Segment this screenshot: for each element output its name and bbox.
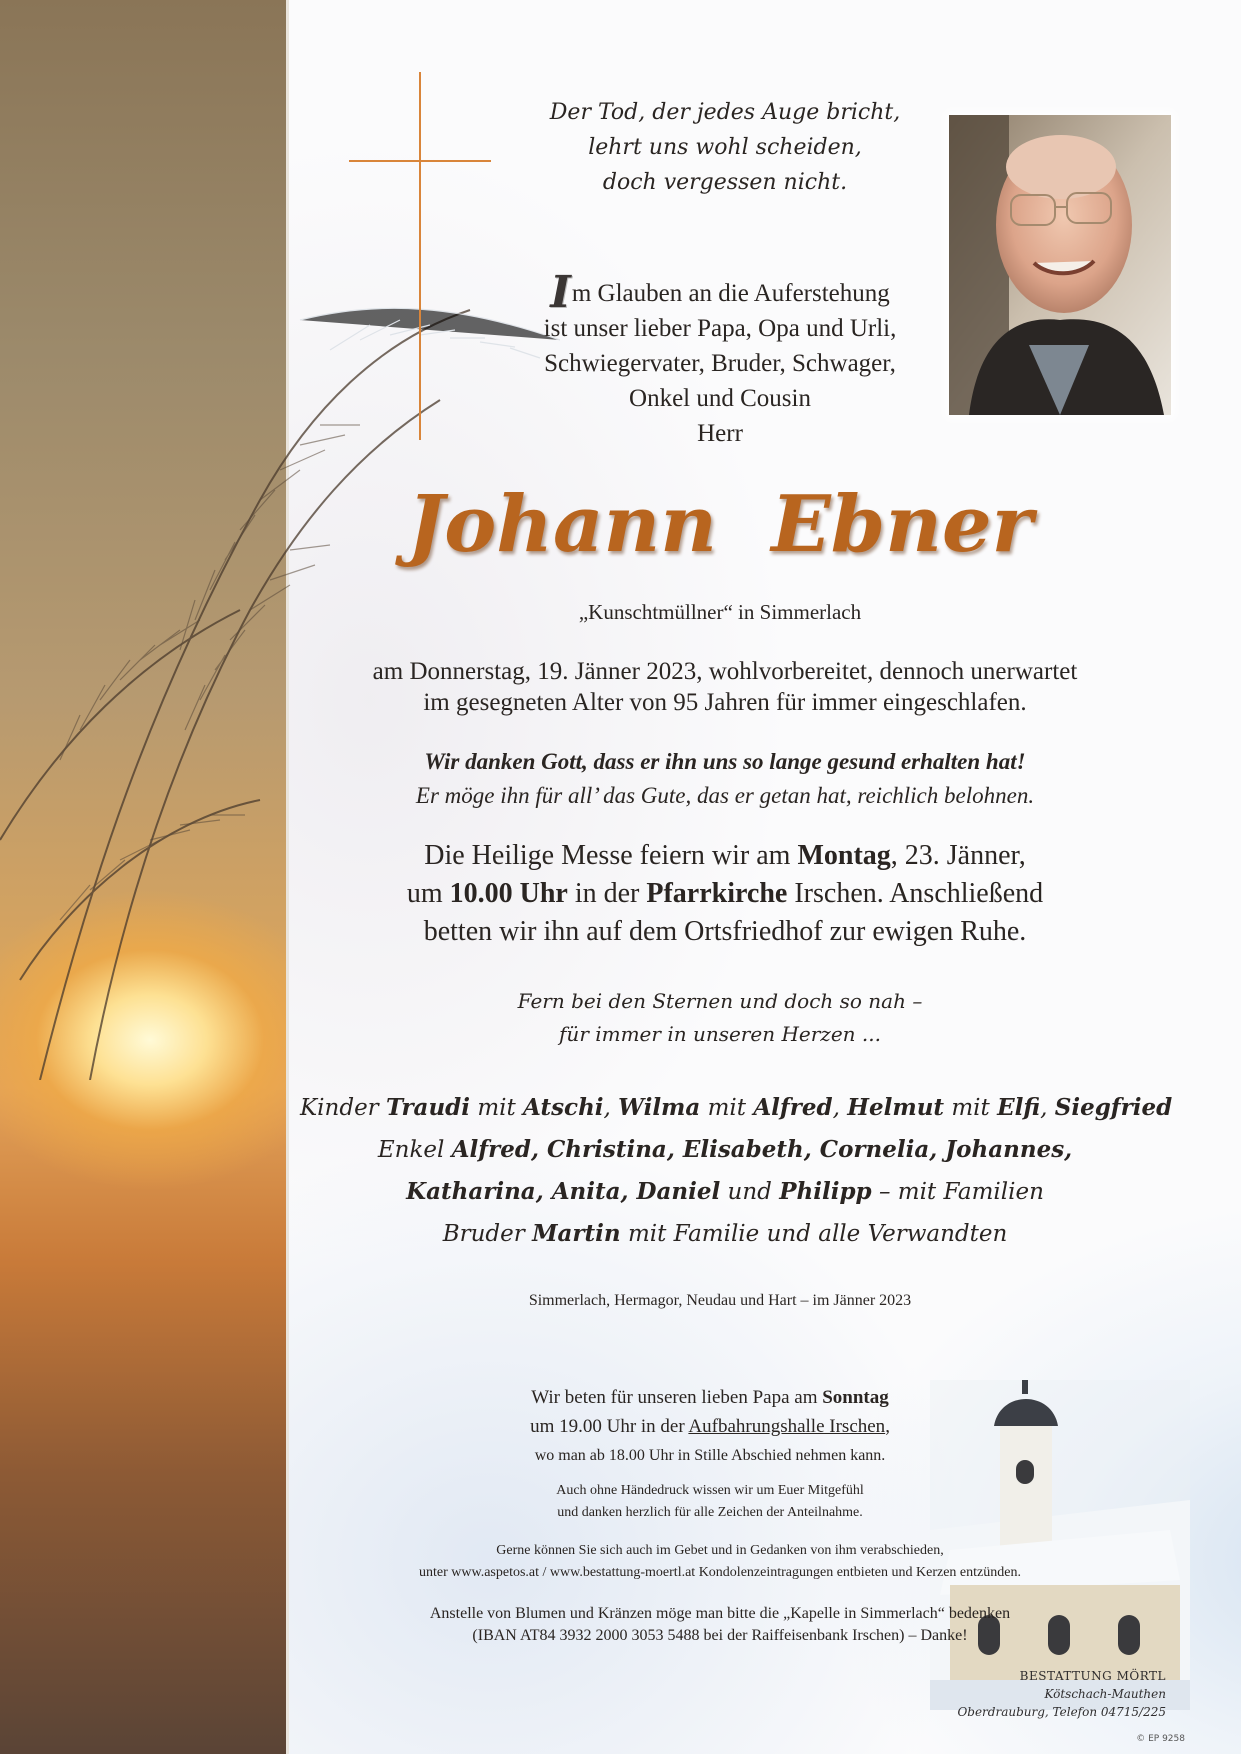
mass-text: , 23. Jänner,: [890, 840, 1026, 871]
mourner-text: mit: [470, 1095, 524, 1121]
mourner-name: Traudi: [386, 1094, 471, 1121]
vigil-notice: [330, 1383, 1090, 1470]
vigil-location: Aufbahrungshalle Irschen: [688, 1416, 886, 1437]
mourner-name: Philipp: [779, 1178, 872, 1205]
death-notice: [310, 656, 1140, 718]
mourner-name: Helmut: [847, 1094, 945, 1121]
motto-line: doch vergessen nicht.: [602, 170, 848, 195]
sympathy-line: und danken herzlich für alle Zeichen der Anteilnahme.: [557, 1505, 863, 1520]
motto-line: lehrt uns wohl scheiden,: [588, 135, 862, 160]
deceased-name: Johann Ebner: [407, 479, 1033, 570]
mass-text: Die Heilige Messe feiern wir am: [424, 840, 798, 871]
mourner-text: – mit Familien: [871, 1179, 1044, 1205]
vigil-line: [330, 1412, 1090, 1441]
mourner-name: Siegfried: [1054, 1094, 1173, 1121]
mourners-list: [300, 1087, 1173, 1255]
mourners-grandchildren: [300, 1129, 1150, 1171]
vigil-day: Sonntag: [822, 1387, 889, 1408]
mourner-text: Kinder: [300, 1095, 386, 1121]
vigil-text: Wir beten für unseren lieben Papa am: [531, 1387, 823, 1408]
announcement-line: ist unser lieber Papa, Opa und Urli,: [543, 315, 897, 342]
undertaker-location: Kötschach-Mauthen: [1044, 1687, 1166, 1701]
mass-day: Montag: [797, 840, 891, 871]
mass-church: Pfarrkirche: [646, 878, 788, 909]
mourners-grandchildren-cont: [300, 1171, 1150, 1213]
vigil-text: ,: [885, 1416, 890, 1437]
poem-line: Fern bei den Sternen und doch so nah –: [517, 989, 923, 1013]
dropcap-letter: I: [550, 267, 571, 318]
poem-verse: [440, 985, 1000, 1051]
mourner-name: Alfred, Christina, Elisabeth, Cornelia, Johannes,: [451, 1136, 1073, 1163]
cross-horizontal-bar: [349, 160, 491, 162]
death-notice-line: im gesegneten Alter von 95 Jahren für immer eingeschlafen.: [423, 689, 1027, 716]
mourner-text: ,: [1040, 1095, 1055, 1121]
mourner-text: mit: [700, 1095, 754, 1121]
sympathy-line: Auch ohne Händedruck wissen wir um Euer Mitgefühl: [556, 1483, 864, 1498]
donation-line: Anstelle von Blumen und Kränzen möge man bitte die „Kapelle in Simmerlach“ bedenken: [429, 1605, 1011, 1622]
mourner-text: und: [720, 1179, 780, 1205]
mourner-text: Bruder: [442, 1221, 533, 1247]
mass-line: [330, 875, 1120, 913]
mourner-text: Enkel: [377, 1137, 452, 1163]
mourner-name: Wilma: [618, 1094, 701, 1121]
mourner-name: Alfred: [753, 1094, 833, 1121]
mourner-name: Elfi: [997, 1094, 1041, 1121]
mass-line: [330, 837, 1120, 875]
vigil-text: um 19.00 Uhr in der: [530, 1416, 689, 1437]
sympathy-note: [360, 1480, 1060, 1524]
mourner-name: Atschi: [523, 1094, 604, 1121]
mass-announcement: [330, 837, 1120, 951]
thanks-line: Er möge ihn für all’ das Gute, das er getan hat, reichlich belohnen.: [415, 783, 1035, 808]
announcement-line: Onkel und Cousin: [629, 385, 811, 412]
vigil-line: wo man ab 18.00 Uhr in Stille Abschied nehmen kann.: [534, 1447, 886, 1464]
mourner-name: Martin: [532, 1220, 621, 1247]
mass-line: betten wir ihn auf dem Ortsfriedhof zur ewigen Ruhe.: [423, 916, 1027, 947]
mass-text: Irschen. Anschließend: [787, 878, 1044, 909]
undertaker-contact: Oberdrauburg, Telefon 04715/225: [957, 1705, 1166, 1719]
announcement-line: Herr: [697, 420, 743, 447]
places-date: Simmerlach, Hermagor, Neudau und Hart – im Jänner 2023: [528, 1292, 912, 1309]
undertaker-name: BESTATTUNG MÖRTL: [1019, 1669, 1166, 1683]
donation-request: [300, 1603, 1140, 1647]
portrait-illustration: [949, 115, 1171, 415]
death-notice-line: am Donnerstag, 19. Jänner 2023, wohlvorbereitet, dennoch unerwartet: [372, 658, 1078, 685]
poem-line: für immer in unseren Herzen ...: [559, 1022, 881, 1046]
mourner-text: mit: [944, 1095, 998, 1121]
motto-line: Der Tod, der jedes Auge bricht,: [549, 100, 901, 125]
cross-vertical-bar: [419, 72, 421, 440]
announcement: [500, 267, 940, 451]
online-condolences: [290, 1540, 1150, 1584]
thanks-message: [330, 745, 1120, 813]
mass-time: 10.00 Uhr: [449, 878, 568, 909]
mourner-text: mit Familie und alle Verwandten: [620, 1221, 1008, 1247]
mourner-text: ,: [603, 1095, 619, 1121]
portrait-photo: [949, 115, 1171, 415]
mass-text: in der: [567, 878, 647, 909]
announcement-text: m Glauben an die Auferstehung: [571, 280, 890, 307]
thanks-line-bold: Wir danken Gott, dass er ihn uns so lange gesund erhalten hat!: [424, 749, 1026, 774]
deceased-nickname: „Kunschtmüllner“ in Simmerlach: [578, 600, 862, 624]
donation-line: (IBAN AT84 3932 2000 3053 5488 bei der Raiffeisenbank Irschen) – Danke!: [472, 1627, 968, 1644]
announcement-line: Schwiegervater, Bruder, Schwager,: [544, 350, 896, 377]
mourners-children: [300, 1087, 1173, 1129]
online-line: Gerne können Sie sich auch im Gebet und in Gedanken von ihm verabschieden,: [496, 1543, 944, 1558]
online-line: unter www.aspetos.at / www.bestattung-moertl.at Kondolenzeintragungen entbieten und Kerzen entzünden.: [419, 1565, 1021, 1580]
mass-text: um: [406, 878, 450, 909]
reference-code: © EP 9258: [1136, 1734, 1185, 1744]
mourners-brother: [300, 1213, 1150, 1255]
mourner-name: Katharina, Anita, Daniel: [406, 1178, 721, 1205]
announcement-line: [500, 267, 940, 318]
mourner-text: ,: [832, 1095, 848, 1121]
vigil-line: [330, 1383, 1090, 1412]
undertaker-info: [930, 1667, 1166, 1721]
motto-verse: [520, 95, 930, 200]
